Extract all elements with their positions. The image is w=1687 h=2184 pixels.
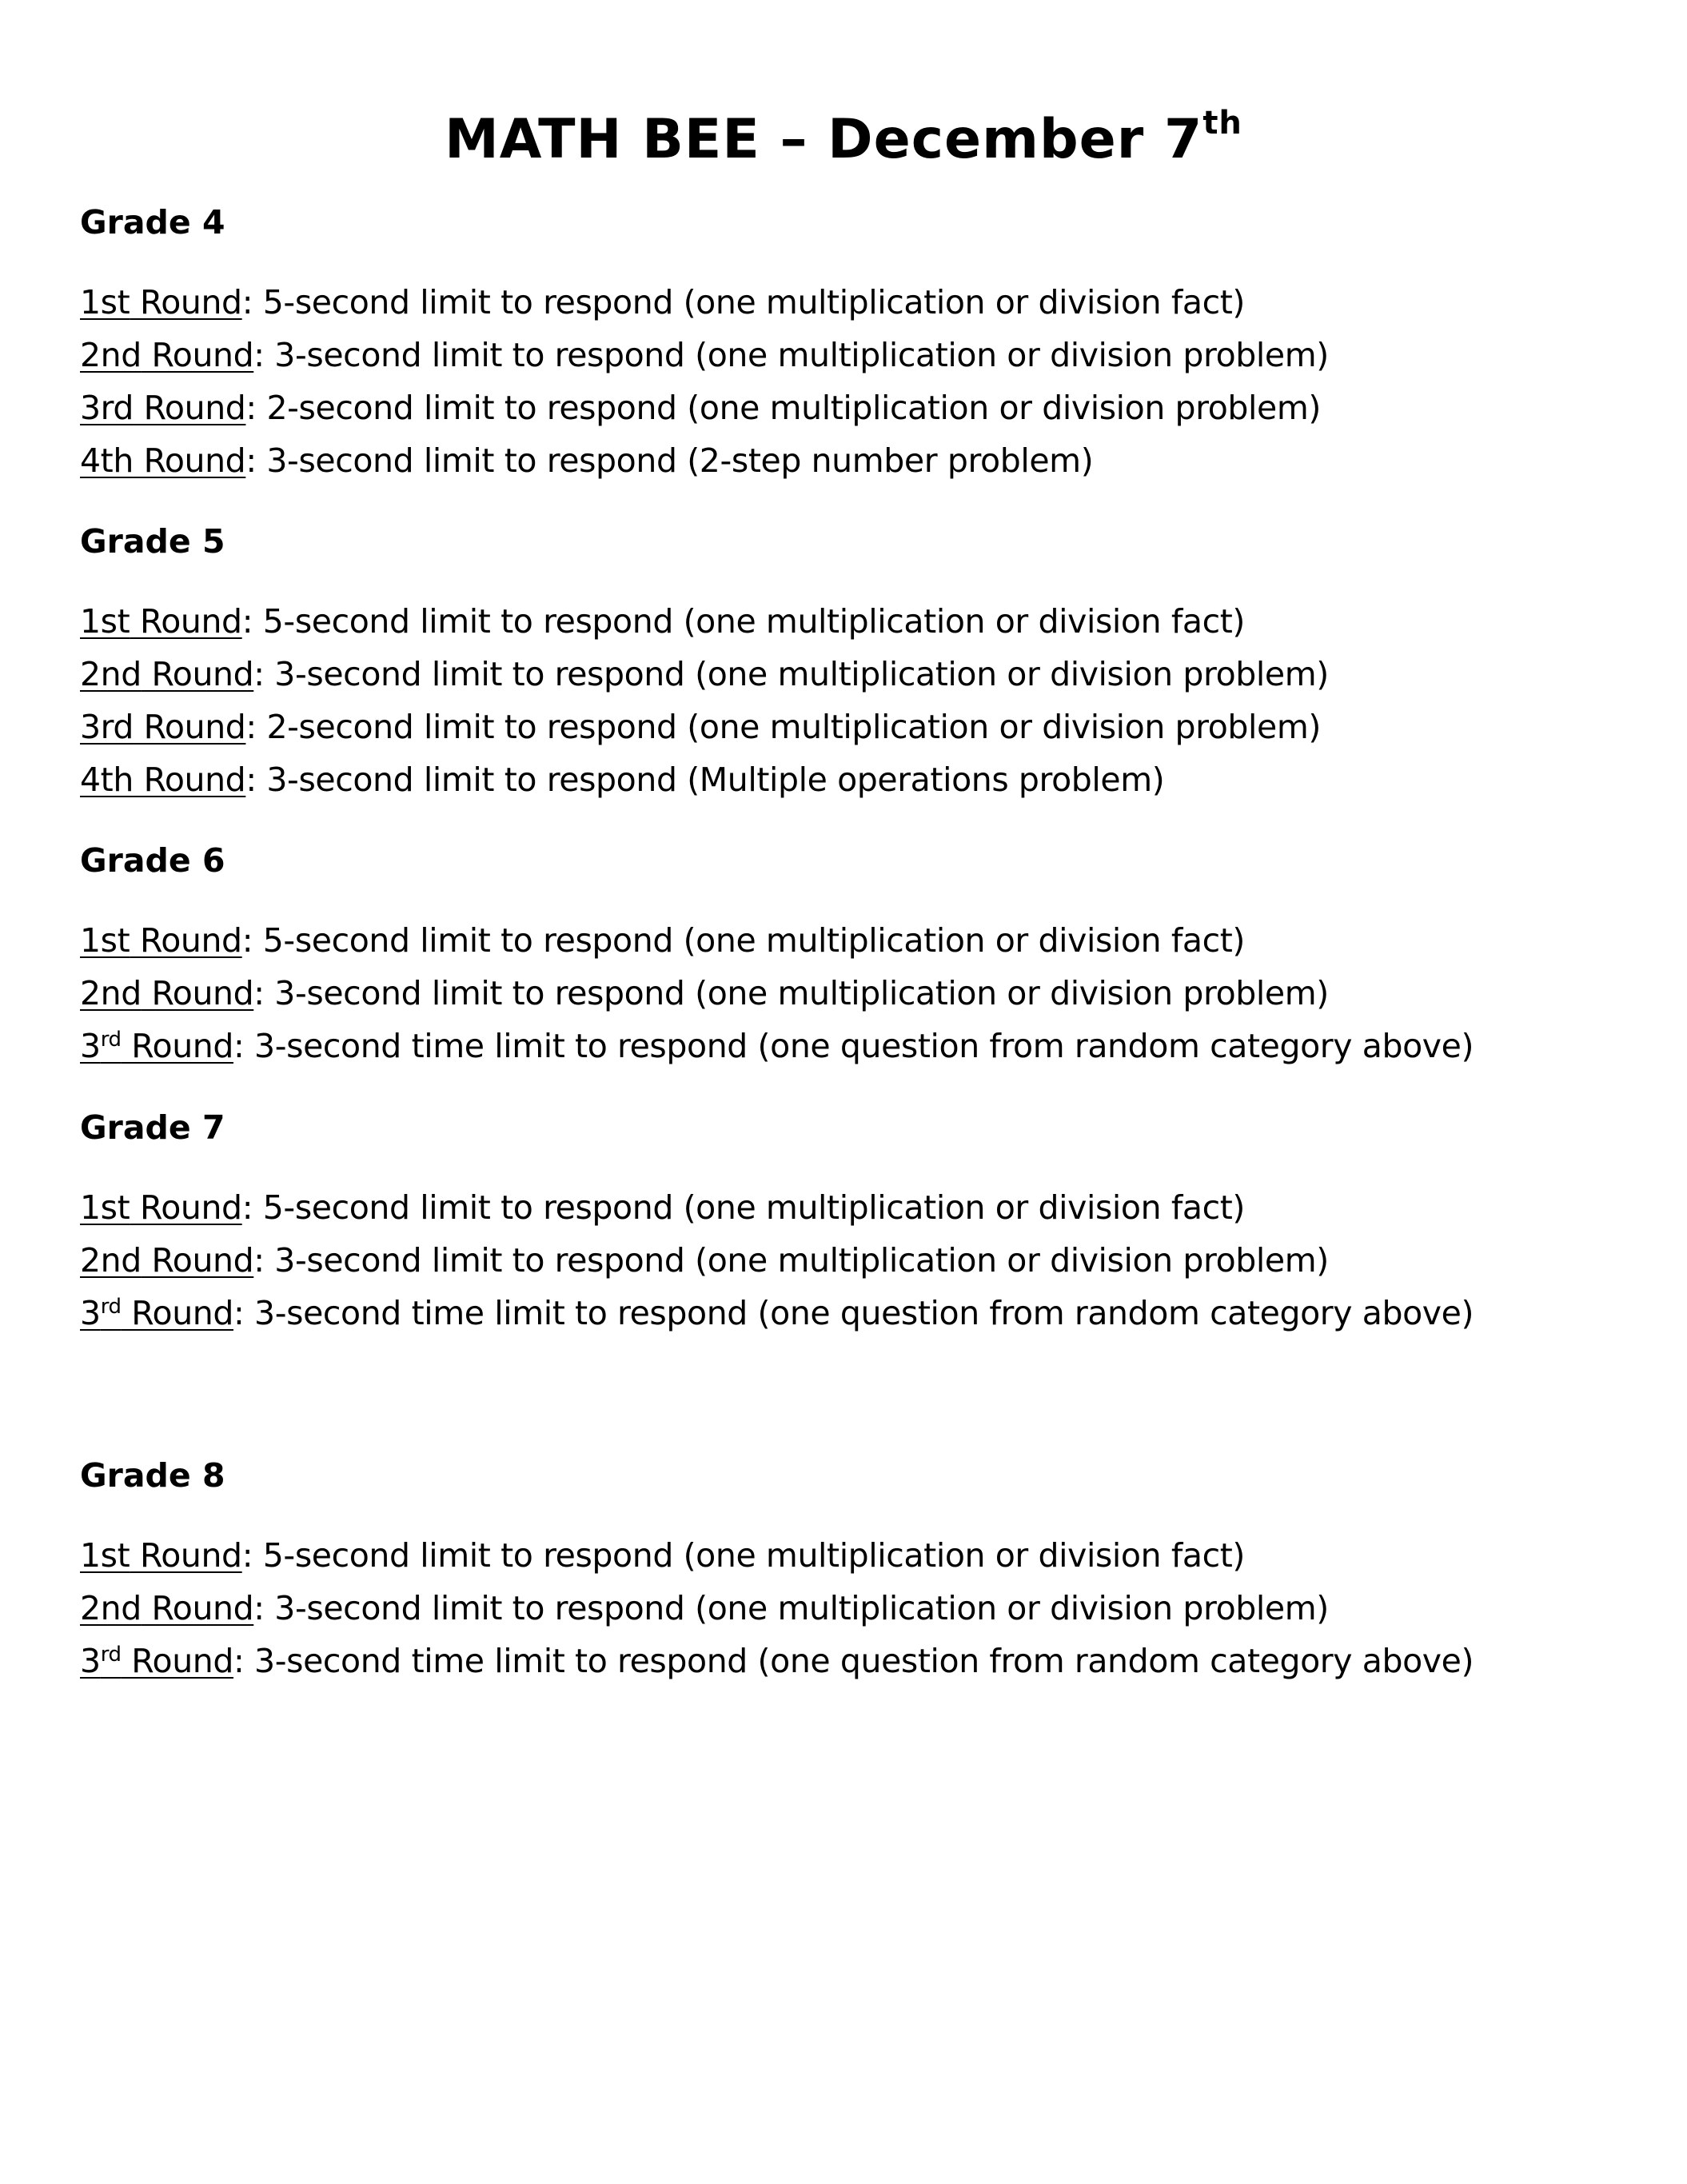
round-line [80, 1240, 1329, 1280]
round-description: : 3-second time limit to respond (one question from random category above) [233, 1027, 1474, 1065]
round-description: : 3-second time limit to respond (one question from random category above) [233, 1294, 1474, 1332]
round-number: 3 [80, 1027, 101, 1065]
title-superscript: th [1202, 105, 1242, 142]
grade-heading: Grade 7 [80, 1108, 225, 1147]
round-line [80, 1588, 1329, 1628]
round-word: Round [141, 1589, 254, 1627]
round-description: : 5-second limit to respond (one multiplication or division fact) [241, 1188, 1245, 1227]
title-text: MATH BEE – December 7 [445, 108, 1203, 171]
round-word: Round [134, 708, 246, 746]
round-line [80, 654, 1329, 694]
round-line [80, 335, 1329, 375]
round-word: Round [133, 441, 246, 480]
round-description: : 3-second limit to respond (one multiplication or division problem) [253, 1241, 1329, 1280]
round-line [80, 282, 1245, 322]
round-description: : 3-second limit to respond (2-step number problem) [245, 441, 1094, 480]
round-number: 1st [80, 283, 130, 321]
round-label [80, 1188, 242, 1227]
round-label [80, 1642, 233, 1680]
round-line [80, 601, 1245, 641]
round-line [80, 707, 1321, 747]
round-description: : 5-second limit to respond (one multiplication or division fact) [241, 283, 1245, 321]
round-number: 4th [80, 761, 134, 799]
round-word: Round [121, 1027, 233, 1065]
round-label [80, 1241, 253, 1280]
round-description: : 3-second time limit to respond (one question from random category above) [233, 1642, 1474, 1680]
round-number-sup: rd [100, 1295, 122, 1319]
round-line [80, 1293, 1474, 1333]
round-number-sup: rd [100, 1028, 122, 1052]
round-number-sup: rd [100, 1643, 122, 1667]
round-number: 3rd [80, 708, 134, 746]
round-number: 2nd [80, 336, 142, 374]
round-description: : 3-second limit to respond (Multiple operations problem) [245, 761, 1165, 799]
round-line [80, 920, 1245, 960]
round-word: Round [130, 602, 242, 641]
round-word: Round [134, 389, 246, 427]
round-label [80, 283, 242, 321]
round-word: Round [130, 283, 242, 321]
round-word: Round [121, 1294, 233, 1332]
round-number: 2nd [80, 1589, 142, 1627]
round-word: Round [121, 1642, 233, 1680]
round-description: : 3-second limit to respond (one multiplication or division problem) [253, 336, 1329, 374]
round-label [80, 1589, 253, 1627]
round-label [80, 708, 245, 746]
round-word: Round [141, 974, 254, 1012]
grade-heading: Grade 4 [80, 203, 225, 242]
round-label [80, 602, 242, 641]
round-label [80, 1294, 233, 1332]
round-description: : 3-second limit to respond (one multiplication or division problem) [253, 1589, 1329, 1627]
round-line [80, 388, 1321, 428]
round-line [80, 441, 1093, 481]
round-description: : 5-second limit to respond (one multiplication or division fact) [241, 602, 1245, 641]
round-number: 2nd [80, 974, 142, 1012]
round-label [80, 655, 253, 693]
round-label [80, 974, 253, 1012]
round-word: Round [141, 1241, 254, 1280]
round-number: 2nd [80, 655, 142, 693]
round-number: 4th [80, 441, 134, 480]
round-label [80, 921, 242, 960]
grade-heading: Grade 5 [80, 522, 225, 561]
round-number: 2nd [80, 1241, 142, 1280]
round-number: 1st [80, 602, 130, 641]
round-word: Round [130, 1188, 242, 1227]
round-label [80, 336, 253, 374]
round-number: 1st [80, 1188, 130, 1227]
round-line [80, 760, 1164, 800]
round-description: : 3-second limit to respond (one multiplication or division problem) [253, 974, 1329, 1012]
round-line [80, 1026, 1474, 1066]
round-label [80, 1027, 233, 1065]
round-number: 3 [80, 1294, 101, 1332]
round-description: : 5-second limit to respond (one multiplication or division fact) [241, 921, 1245, 960]
round-label [80, 1536, 242, 1575]
round-word: Round [141, 655, 254, 693]
round-label [80, 389, 245, 427]
round-description: : 5-second limit to respond (one multiplication or division fact) [241, 1536, 1245, 1575]
round-number: 1st [80, 1536, 130, 1575]
round-word: Round [141, 336, 254, 374]
page-title [0, 104, 1687, 176]
round-label [80, 761, 245, 799]
round-description: : 3-second limit to respond (one multiplication or division problem) [253, 655, 1329, 693]
round-number: 3rd [80, 389, 134, 427]
grade-heading: Grade 8 [80, 1456, 225, 1495]
round-description: : 2-second limit to respond (one multiplication or division problem) [245, 389, 1321, 427]
round-word: Round [130, 921, 242, 960]
round-number: 1st [80, 921, 130, 960]
round-line [80, 1188, 1245, 1228]
round-description: : 2-second limit to respond (one multiplication or division problem) [245, 708, 1321, 746]
round-number: 3 [80, 1642, 101, 1680]
round-line [80, 1535, 1245, 1575]
round-word: Round [133, 761, 246, 799]
grade-heading: Grade 6 [80, 841, 225, 880]
round-line [80, 973, 1329, 1013]
round-line [80, 1641, 1474, 1681]
round-label [80, 441, 245, 480]
round-word: Round [130, 1536, 242, 1575]
